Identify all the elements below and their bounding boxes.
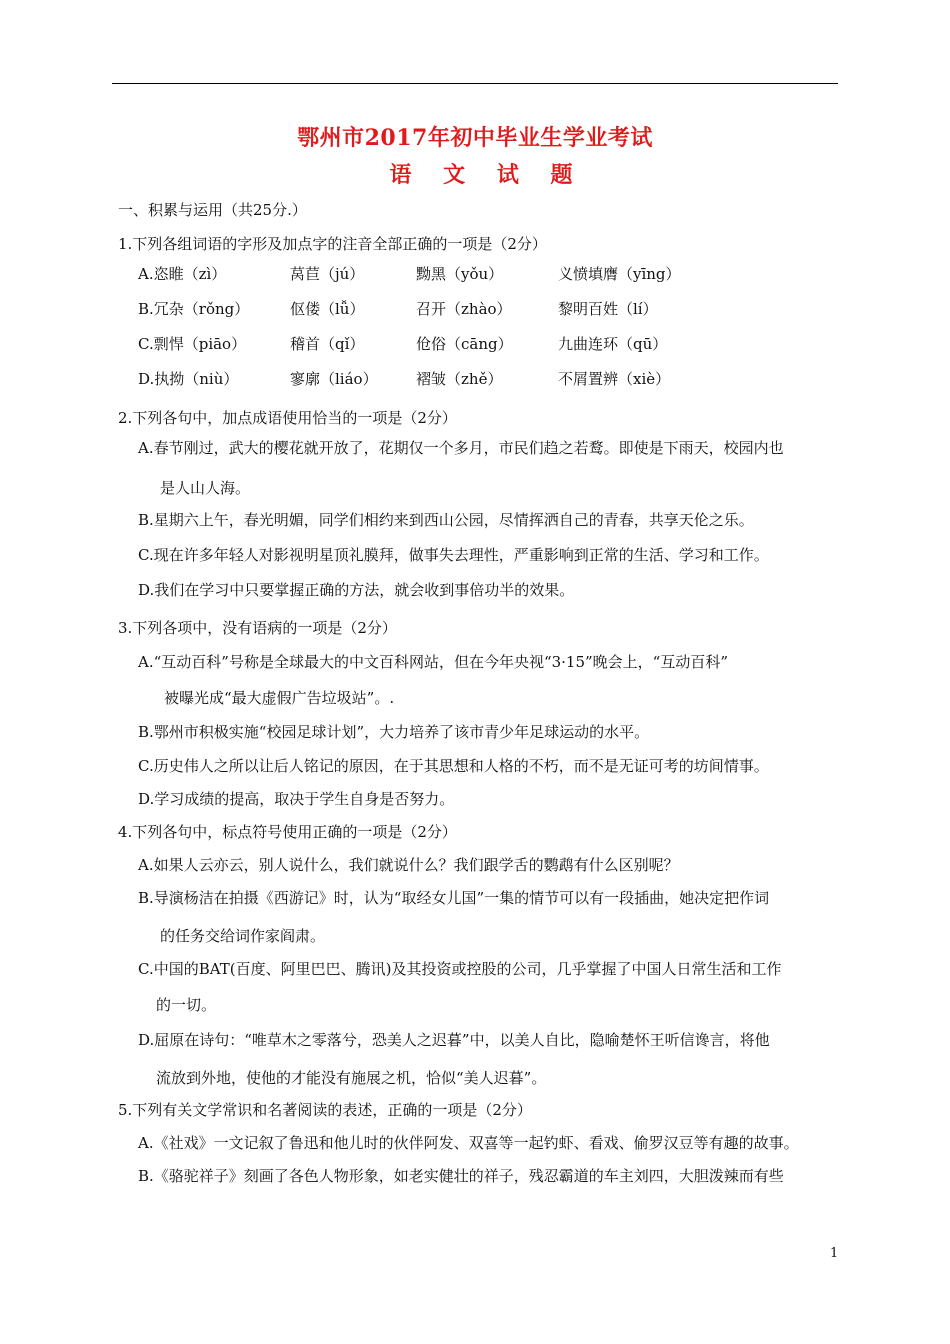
q4-option-c-line2: 的一切。: [156, 996, 217, 1014]
q1-option-b-3: 召开（zhào）: [416, 300, 512, 318]
q1-option-a-4: 义愤填膺（yīng）: [558, 265, 681, 283]
question-4-stem: 4.下列各句中，标点符号使用正确的一项是（2分）: [118, 823, 457, 841]
question-1-stem: 1.下列各组词语的字形及加点字的注音全部正确的一项是（2分）: [118, 235, 547, 253]
exam-subtitle: 语 文 试 题: [389, 162, 585, 188]
question-3-stem: 3.下列各项中，没有语病的一项是（2分）: [118, 619, 397, 637]
question-2-stem: 2.下列各句中，加点成语使用恰当的一项是（2分）: [118, 409, 457, 427]
q4-option-d-line2: 流放到外地，使他的才能没有施展之机，恰似“美人迟暮”。: [156, 1069, 547, 1087]
header-rule: [112, 83, 838, 84]
q3-option-c: C.历史伟人之所以让后人铭记的原因，在于其思想和人格的不朽，而不是无证可考的坊间情事。: [138, 757, 769, 775]
q2-option-b: B.星期六上午，春光明媚，同学们相约来到西山公园，尽情挥洒自己的青春，共享天伦之乐。: [138, 511, 754, 529]
q4-option-a: A.如果人云亦云，别人说什么，我们就说什么？我们跟学舌的鹦鹉有什么区别呢？: [138, 856, 679, 874]
q3-option-d: D.学习成绩的提高，取决于学生自身是否努力。: [138, 790, 455, 808]
q3-option-a-line1: A.“互动百科”号称是全球最大的中文百科网站，但在今年央视“3·15”晚会上，“互动百科”: [138, 653, 729, 671]
q3-option-a-line2: 被曝光成“最大虚假广告垃圾站”。.: [164, 689, 395, 707]
q4-option-b-line1: B.导演杨洁在拍摄《西游记》时，认为“取经女儿国”一集的情节可以有一段插曲，她决定把作词: [138, 889, 770, 907]
q1-option-d-2: 寥廓（liáo）: [290, 370, 378, 388]
q1-option-c-4: 九曲连环（qū）: [558, 335, 668, 353]
q1-option-a-2: 莴苣（jú）: [290, 265, 365, 283]
q1-option-b-2: 伛偻（lǚ）: [290, 300, 365, 318]
q5-option-a: A.《社戏》一文记叙了鲁迅和他儿时的伙伴阿发、双喜等一起钓虾、看戏、偷罗汉豆等有趣的故事。: [138, 1134, 799, 1152]
page-number: 1: [830, 1246, 839, 1261]
q1-option-d-3: 褶皱（zhě）: [416, 370, 503, 388]
q1-option-c-2: 稽首（qǐ）: [290, 335, 365, 353]
q1-option-a-1: A.恣睢（zì）: [138, 265, 227, 283]
q1-option-c-1: C.剽悍（piāo）: [138, 335, 247, 353]
q4-option-b-line2: 的任务交给词作家阎肃。: [160, 927, 326, 945]
q1-option-b-4: 黎明百姓（lí）: [558, 300, 658, 318]
q1-option-d-1: D.执拗（niù）: [138, 370, 239, 388]
q2-option-a-line2: 是人山人海。: [160, 479, 251, 497]
exam-title: 鄂州市2017年初中毕业生学业考试: [297, 125, 653, 151]
q4-option-c-line1: C.中国的BAT(百度、阿里巴巴、腾讯)及其投资或控股的公司，几乎掌握了中国人日常生活和工作: [138, 960, 782, 978]
section-heading: 一、积累与运用（共25分.）: [118, 201, 307, 219]
q5-option-b-line1: B.《骆驼祥子》刻画了各色人物形象，如老实健壮的祥子，残忍霸道的车主刘四，大胆泼辣而有些: [138, 1167, 784, 1185]
q3-option-b: B.鄂州市积极实施“校园足球计划”，大力培养了该市青少年足球运动的水平。: [138, 723, 650, 741]
q4-option-d-line1: D.屈原在诗句：“唯草木之零落兮，恐美人之迟暮”中，以美人自比，隐喻楚怀王听信谗言，将他: [138, 1031, 770, 1049]
q2-option-a-line1: A.春节刚过，武大的樱花就开放了，花期仅一个多月，市民们趋之若鹜。即使是下雨天，校园内也: [138, 439, 784, 457]
question-5-stem: 5.下列有关文学常识和名著阅读的表述，正确的一项是（2分）: [118, 1101, 532, 1119]
q2-option-c: C.现在许多年轻人对影视明星顶礼膜拜，做事失去理性，严重影响到正常的生活、学习和工作。: [138, 546, 769, 564]
q1-option-b-1: B.冗杂（rǒng）: [138, 300, 250, 318]
q1-option-d-4: 不屑置辨（xiè）: [558, 370, 671, 388]
q1-option-a-3: 黝黑（yǒu）: [416, 265, 504, 283]
q2-option-d: D.我们在学习中只要掌握正确的方法，就会收到事倍功半的效果。: [138, 581, 575, 599]
q1-option-c-3: 伧俗（cāng）: [416, 335, 513, 353]
